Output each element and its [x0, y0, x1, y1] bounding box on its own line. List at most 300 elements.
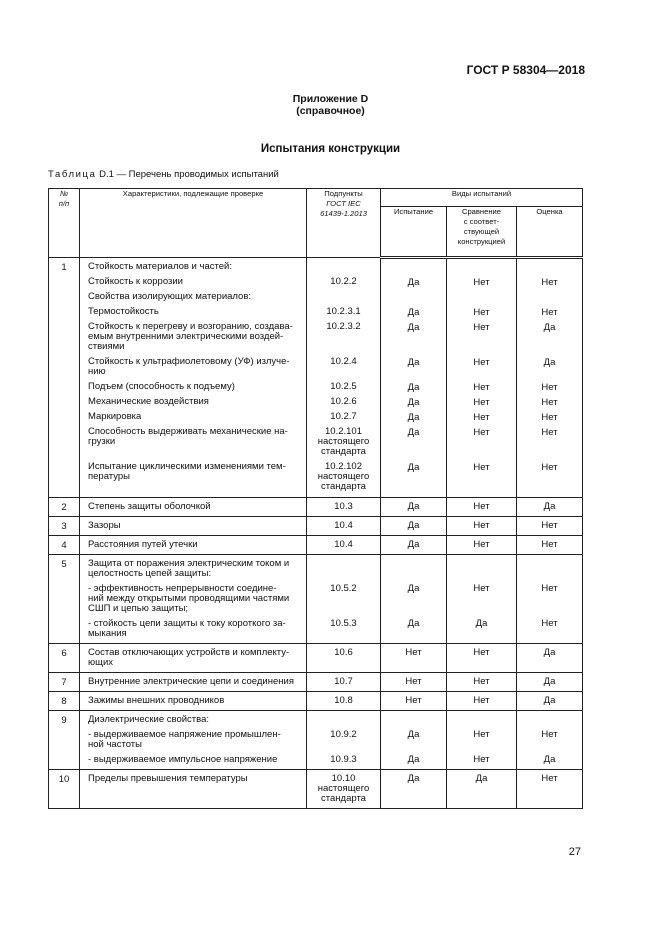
- comparison-item: [447, 413, 516, 423]
- test-item: [381, 715, 446, 725]
- evaluation-result: Нет: [541, 397, 558, 408]
- test-result: [381, 715, 446, 725]
- subclause-item: [307, 715, 380, 725]
- characteristic-text: [80, 447, 306, 457]
- characteristic-text: емым внутренними электрическими воздей-: [88, 331, 284, 342]
- test-result: Нет: [405, 695, 422, 706]
- subclause-item: [307, 559, 380, 579]
- evaluation-result: Нет: [541, 729, 558, 740]
- characteristic-text: ствиями: [88, 341, 125, 352]
- subclause-text: 10.4: [334, 539, 353, 550]
- evaluation-item: [517, 730, 582, 750]
- test-result: Да: [407, 357, 420, 368]
- characteristic-text: Подъем (способность к подъему): [88, 381, 235, 392]
- subclause-text: [307, 629, 380, 639]
- subclause-item: [307, 696, 380, 706]
- evaluation-result: Да: [543, 754, 556, 765]
- evaluation-item: [517, 521, 582, 531]
- evaluation-result: [517, 448, 582, 458]
- test-cell: [381, 536, 447, 555]
- subclause-item: [307, 521, 380, 531]
- test-item: [381, 584, 446, 614]
- evaluation-item: [517, 263, 582, 273]
- subclause-item: [307, 262, 380, 272]
- comparison-result: [447, 715, 516, 725]
- test-result: Нет: [405, 647, 422, 658]
- test-result: Да: [407, 583, 420, 594]
- subclause-text: настоящего: [317, 436, 370, 447]
- characteristic-text: [80, 482, 306, 492]
- header-comp-line4: конструкцией: [457, 237, 506, 246]
- subclause-item: [307, 502, 380, 512]
- characteristic-item: [80, 648, 306, 668]
- characteristic-item: [80, 521, 306, 531]
- table-caption-label: Таблица: [48, 169, 97, 180]
- evaluation-result: Нет: [541, 427, 558, 438]
- evaluation-item: [517, 383, 582, 393]
- subclause-text: 10.2.7: [330, 411, 357, 422]
- subclause-text: 10.2.3.1: [326, 306, 361, 317]
- comparison-result: Нет: [473, 539, 490, 550]
- comparison-item: [447, 463, 516, 493]
- characteristic-text: Термостойкость: [88, 306, 159, 317]
- evaluation-item: [517, 696, 582, 706]
- comparison-cell: [447, 536, 517, 555]
- characteristic-item: [80, 357, 306, 377]
- comparison-result: Нет: [473, 382, 490, 393]
- subclause-item: [307, 412, 380, 422]
- evaluation-result: [517, 740, 582, 750]
- subclause-text: [307, 292, 380, 302]
- test-item: [381, 521, 446, 531]
- header-sub-line3: 61439-1.2013: [320, 209, 367, 218]
- evaluation-result: [517, 569, 582, 579]
- comparison-result: [447, 448, 516, 458]
- characteristic-text: Защита от поражения электрическим током и: [88, 558, 290, 569]
- test-result: [381, 263, 446, 273]
- characteristic-item: [80, 277, 306, 287]
- header-evaluation: Оценка: [517, 207, 583, 258]
- comparison-result: Нет: [473, 277, 490, 288]
- subclause-item: [307, 462, 380, 492]
- subclause-item: [307, 307, 380, 317]
- characteristic-text: Стойкость к коррозии: [88, 276, 183, 287]
- test-result: [381, 569, 446, 579]
- evaluation-result: Нет: [541, 618, 558, 629]
- characteristic-text: - выдерживаемое импульсное напряжение: [88, 754, 278, 765]
- comparison-result: Нет: [473, 754, 490, 765]
- subclause-text: 10.10: [331, 773, 356, 784]
- evaluation-cell: [517, 644, 583, 673]
- test-result: Да: [407, 539, 420, 550]
- row-number: 9: [49, 711, 80, 770]
- evaluation-item: [517, 358, 582, 378]
- characteristic-text: Степень защиты оболочкой: [88, 501, 211, 512]
- evaluation-item: [517, 774, 582, 804]
- characteristic-cell: [80, 673, 307, 692]
- subclause-cell: [307, 555, 381, 644]
- test-result: [381, 740, 446, 750]
- comparison-result: Нет: [473, 520, 490, 531]
- evaluation-result: Нет: [541, 773, 558, 784]
- comparison-item: [447, 540, 516, 550]
- test-item: [381, 323, 446, 353]
- comparison-item: [447, 308, 516, 318]
- comparison-item: [447, 696, 516, 706]
- row-number: 7: [49, 673, 80, 692]
- comparison-item: [447, 677, 516, 687]
- evaluation-cell: [517, 258, 583, 498]
- test-result: Да: [407, 397, 420, 408]
- comparison-result: Нет: [473, 427, 490, 438]
- evaluation-result: [517, 368, 582, 378]
- evaluation-result: Нет: [541, 277, 558, 288]
- row-number: 5: [49, 555, 80, 644]
- characteristic-text: ющих: [88, 657, 113, 668]
- evaluation-result: [517, 483, 582, 493]
- subclause-cell: [307, 258, 381, 498]
- evaluation-result: Нет: [541, 583, 558, 594]
- test-result: Да: [407, 427, 420, 438]
- test-cell: [381, 644, 447, 673]
- test-result: Да: [407, 754, 420, 765]
- subclause-text: [307, 569, 380, 579]
- table-row: [49, 498, 583, 517]
- subclause-text: 10.2.101: [325, 426, 362, 437]
- subclause-text: 10.9.3: [330, 754, 357, 765]
- characteristic-text: нию: [88, 366, 106, 377]
- test-item: [381, 383, 446, 393]
- comparison-result: Нет: [473, 676, 490, 687]
- test-item: [381, 540, 446, 550]
- header-num-line1: №: [59, 189, 69, 198]
- characteristic-cell: [80, 555, 307, 644]
- evaluation-item: [517, 428, 582, 458]
- characteristic-text: Стойкость к ультрафиолетовому (УФ) излуче-: [88, 356, 290, 367]
- subclause-cell: [307, 498, 381, 517]
- comparison-item: [447, 730, 516, 750]
- header-comp-line3: ствующей: [463, 227, 500, 236]
- test-result: [381, 629, 446, 639]
- test-item: [381, 428, 446, 458]
- comparison-result: [447, 604, 516, 614]
- test-cell: [381, 555, 447, 644]
- subclause-cell: [307, 692, 381, 711]
- comparison-item: [447, 263, 516, 273]
- comparison-item: [447, 584, 516, 614]
- characteristic-item: [80, 619, 306, 639]
- test-result: Да: [407, 382, 420, 393]
- header-sub-line1: Подпункты: [324, 189, 363, 198]
- characteristic-text: Стойкость к перегреву и возгоранию, создава-: [88, 321, 293, 332]
- test-result: [381, 658, 446, 668]
- subclause-item: [307, 730, 380, 750]
- test-item: [381, 358, 446, 378]
- evaluation-result: Да: [543, 647, 556, 658]
- characteristic-item: [80, 540, 306, 550]
- test-result: [381, 604, 446, 614]
- characteristic-item: [80, 677, 306, 687]
- characteristic-item: [80, 292, 306, 302]
- comparison-item: [447, 559, 516, 579]
- test-cell: [381, 692, 447, 711]
- comparison-result: [447, 293, 516, 303]
- characteristic-cell: [80, 517, 307, 536]
- characteristic-item: [80, 322, 306, 352]
- evaluation-result: [517, 794, 582, 804]
- table-row: [49, 711, 583, 770]
- evaluation-item: [517, 398, 582, 408]
- evaluation-result: Нет: [541, 382, 558, 393]
- row-number: 1: [49, 258, 80, 498]
- subclause-cell: [307, 644, 381, 673]
- test-item: [381, 308, 446, 318]
- test-result: Да: [407, 412, 420, 423]
- annex-heading: [0, 93, 661, 117]
- test-cell: [381, 498, 447, 517]
- characteristic-text: Расстояния путей утечки: [88, 539, 198, 550]
- subclause-cell: [307, 770, 381, 809]
- header-test-types: Виды испытаний: [381, 189, 583, 207]
- test-cell: [381, 517, 447, 536]
- comparison-cell: [447, 258, 517, 498]
- test-result: [381, 794, 446, 804]
- subclause-cell: [307, 673, 381, 692]
- comparison-result: Нет: [473, 397, 490, 408]
- subclause-item: [307, 397, 380, 407]
- characteristic-cell: [80, 770, 307, 809]
- annex-title: Приложение D: [292, 93, 369, 105]
- comparison-result: [447, 569, 516, 579]
- comparison-cell: [447, 555, 517, 644]
- characteristic-text: ной частоты: [88, 739, 142, 750]
- comparison-cell: [447, 498, 517, 517]
- characteristic-text: Диэлектрические свойства:: [88, 714, 210, 725]
- characteristic-text: Свойства изолирующих материалов:: [88, 291, 252, 302]
- test-result: Да: [407, 729, 420, 740]
- evaluation-result: Да: [543, 676, 556, 687]
- comparison-result: [447, 343, 516, 353]
- evaluation-result: [517, 604, 582, 614]
- row-number: 2: [49, 498, 80, 517]
- test-result: Да: [407, 773, 420, 784]
- header-num-line2: п/п: [58, 199, 70, 208]
- characteristic-item: [80, 755, 306, 765]
- characteristic-text: Состав отключающих устройств и комплекту-: [88, 647, 290, 658]
- characteristic-cell: [80, 536, 307, 555]
- subclause-text: 10.2.3.2: [326, 321, 361, 332]
- row-number: 10: [49, 770, 80, 809]
- evaluation-result: [517, 715, 582, 725]
- comparison-cell: [447, 711, 517, 770]
- evaluation-result: [517, 658, 582, 668]
- comparison-result: Нет: [473, 647, 490, 658]
- subclause-text: [307, 740, 380, 750]
- subclause-text: 10.9.2: [330, 729, 357, 740]
- comparison-item: [447, 502, 516, 512]
- test-result: Да: [407, 277, 420, 288]
- characteristic-text: Механические воздействия: [88, 396, 209, 407]
- test-item: [381, 502, 446, 512]
- evaluation-item: [517, 293, 582, 303]
- comparison-item: [447, 521, 516, 531]
- subclause-text: 10.2.6: [330, 396, 357, 407]
- test-result: [381, 343, 446, 353]
- row-number: 4: [49, 536, 80, 555]
- test-item: [381, 730, 446, 750]
- comparison-result: Да: [475, 618, 488, 629]
- characteristic-text: целостность цепей защиты:: [88, 568, 212, 579]
- test-result: Нет: [405, 676, 422, 687]
- subclause-text: 10.2.5: [330, 381, 357, 392]
- subclause-item: [307, 277, 380, 287]
- section-title: Испытания конструкции: [260, 143, 401, 155]
- comparison-cell: [447, 770, 517, 809]
- subclause-text: [307, 604, 380, 614]
- header-comparison: [447, 207, 517, 258]
- comparison-result: Нет: [473, 729, 490, 740]
- characteristic-text: - эффективность непрерывности соедине-: [88, 583, 277, 594]
- subclause-cell: [307, 517, 381, 536]
- characteristic-text: Способность выдерживать механические на-: [88, 426, 288, 437]
- comparison-item: [447, 619, 516, 639]
- test-item: [381, 559, 446, 579]
- characteristic-text: Зажимы внешних проводников: [88, 695, 225, 706]
- evaluation-cell: [517, 555, 583, 644]
- characteristic-text: ний между открытыми проводящими частями: [88, 593, 290, 604]
- table-row: [49, 644, 583, 673]
- characteristic-item: [80, 427, 306, 457]
- comparison-item: [447, 755, 516, 765]
- test-item: [381, 413, 446, 423]
- comparison-item: [447, 358, 516, 378]
- characteristic-item: [80, 696, 306, 706]
- comparison-result: Нет: [473, 462, 490, 473]
- test-item: [381, 677, 446, 687]
- test-result: Да: [407, 462, 420, 473]
- evaluation-item: [517, 413, 582, 423]
- subclause-cell: [307, 536, 381, 555]
- table-row: [49, 517, 583, 536]
- evaluation-result: [517, 263, 582, 273]
- evaluation-result: Да: [543, 357, 556, 368]
- subclause-item: [307, 292, 380, 302]
- comparison-item: [447, 293, 516, 303]
- evaluation-cell: [517, 498, 583, 517]
- test-result: Да: [407, 618, 420, 629]
- row-number: 6: [49, 644, 80, 673]
- evaluation-result: Нет: [541, 462, 558, 473]
- subclause-text: [307, 715, 380, 725]
- subclause-text: стандарта: [321, 793, 366, 804]
- comparison-item: [447, 383, 516, 393]
- subclause-item: [307, 584, 380, 614]
- evaluation-result: [517, 343, 582, 353]
- characteristic-text: пературы: [88, 471, 130, 482]
- characteristic-text: СШП и цепью защиты;: [88, 603, 189, 614]
- comparison-result: Нет: [473, 501, 490, 512]
- page-number: 27: [568, 846, 581, 858]
- characteristic-cell: [80, 711, 307, 770]
- comparison-result: [447, 263, 516, 273]
- row-number: 8: [49, 692, 80, 711]
- subclause-text: [307, 658, 380, 668]
- characteristic-item: [80, 715, 306, 725]
- subclause-text: [307, 262, 380, 272]
- subclause-item: [307, 677, 380, 687]
- characteristic-item: [80, 774, 306, 804]
- evaluation-result: Нет: [541, 412, 558, 423]
- subclause-item: [307, 540, 380, 550]
- comparison-result: Нет: [473, 357, 490, 368]
- evaluation-item: [517, 463, 582, 493]
- comparison-cell: [447, 644, 517, 673]
- comparison-item: [447, 278, 516, 288]
- characteristic-text: - выдерживаемое напряжение промышлен-: [88, 729, 281, 740]
- table-caption: [48, 169, 279, 180]
- evaluation-item: [517, 648, 582, 668]
- comparison-result: Нет: [473, 307, 490, 318]
- table-row: [49, 536, 583, 555]
- characteristic-cell: [80, 258, 307, 498]
- subclause-text: 10.3: [334, 501, 353, 512]
- comparison-cell: [447, 673, 517, 692]
- comparison-item: [447, 774, 516, 804]
- subclause-text: настоящего: [317, 783, 370, 794]
- subclause-text: настоящего: [317, 471, 370, 482]
- table-body: [49, 258, 583, 809]
- evaluation-item: [517, 677, 582, 687]
- evaluation-result: [517, 629, 582, 639]
- subclause-cell: [307, 711, 381, 770]
- subclause-text: [307, 342, 380, 352]
- test-cell: [381, 711, 447, 770]
- comparison-item: [447, 715, 516, 725]
- evaluation-result: [517, 293, 582, 303]
- comparison-result: [447, 629, 516, 639]
- characteristic-text: Испытание циклическими изменениями тем-: [88, 461, 286, 472]
- test-item: [381, 463, 446, 493]
- subclause-item: [307, 382, 380, 392]
- evaluation-result: Да: [543, 695, 556, 706]
- characteristic-item: [80, 262, 306, 272]
- characteristic-cell: [80, 498, 307, 517]
- evaluation-result: Нет: [541, 520, 558, 531]
- characteristic-item: [80, 397, 306, 407]
- comparison-result: Да: [475, 773, 488, 784]
- comparison-result: Нет: [473, 322, 490, 333]
- comparison-result: [447, 740, 516, 750]
- evaluation-result: Да: [543, 322, 556, 333]
- subclause-item: [307, 357, 380, 377]
- table-caption-text: D.1 — Перечень проводимых испытаний: [99, 169, 279, 180]
- test-result: Да: [407, 307, 420, 318]
- comparison-result: [447, 658, 516, 668]
- subclause-item: [307, 774, 380, 804]
- characteristic-text: - стойкость цепи защиты к току короткого за-: [88, 618, 286, 629]
- test-result: [381, 483, 446, 493]
- standard-designation: ГОСТ Р 58304—2018: [466, 63, 585, 77]
- subclause-text: 10.2.4: [330, 356, 357, 367]
- evaluation-item: [517, 715, 582, 725]
- test-result: [381, 448, 446, 458]
- evaluation-cell: [517, 517, 583, 536]
- subclause-text: стандарта: [321, 446, 366, 457]
- row-number: 3: [49, 517, 80, 536]
- header-subclauses: [307, 189, 381, 258]
- characteristic-text: Пределы превышения температуры: [88, 773, 248, 784]
- test-cell: [381, 770, 447, 809]
